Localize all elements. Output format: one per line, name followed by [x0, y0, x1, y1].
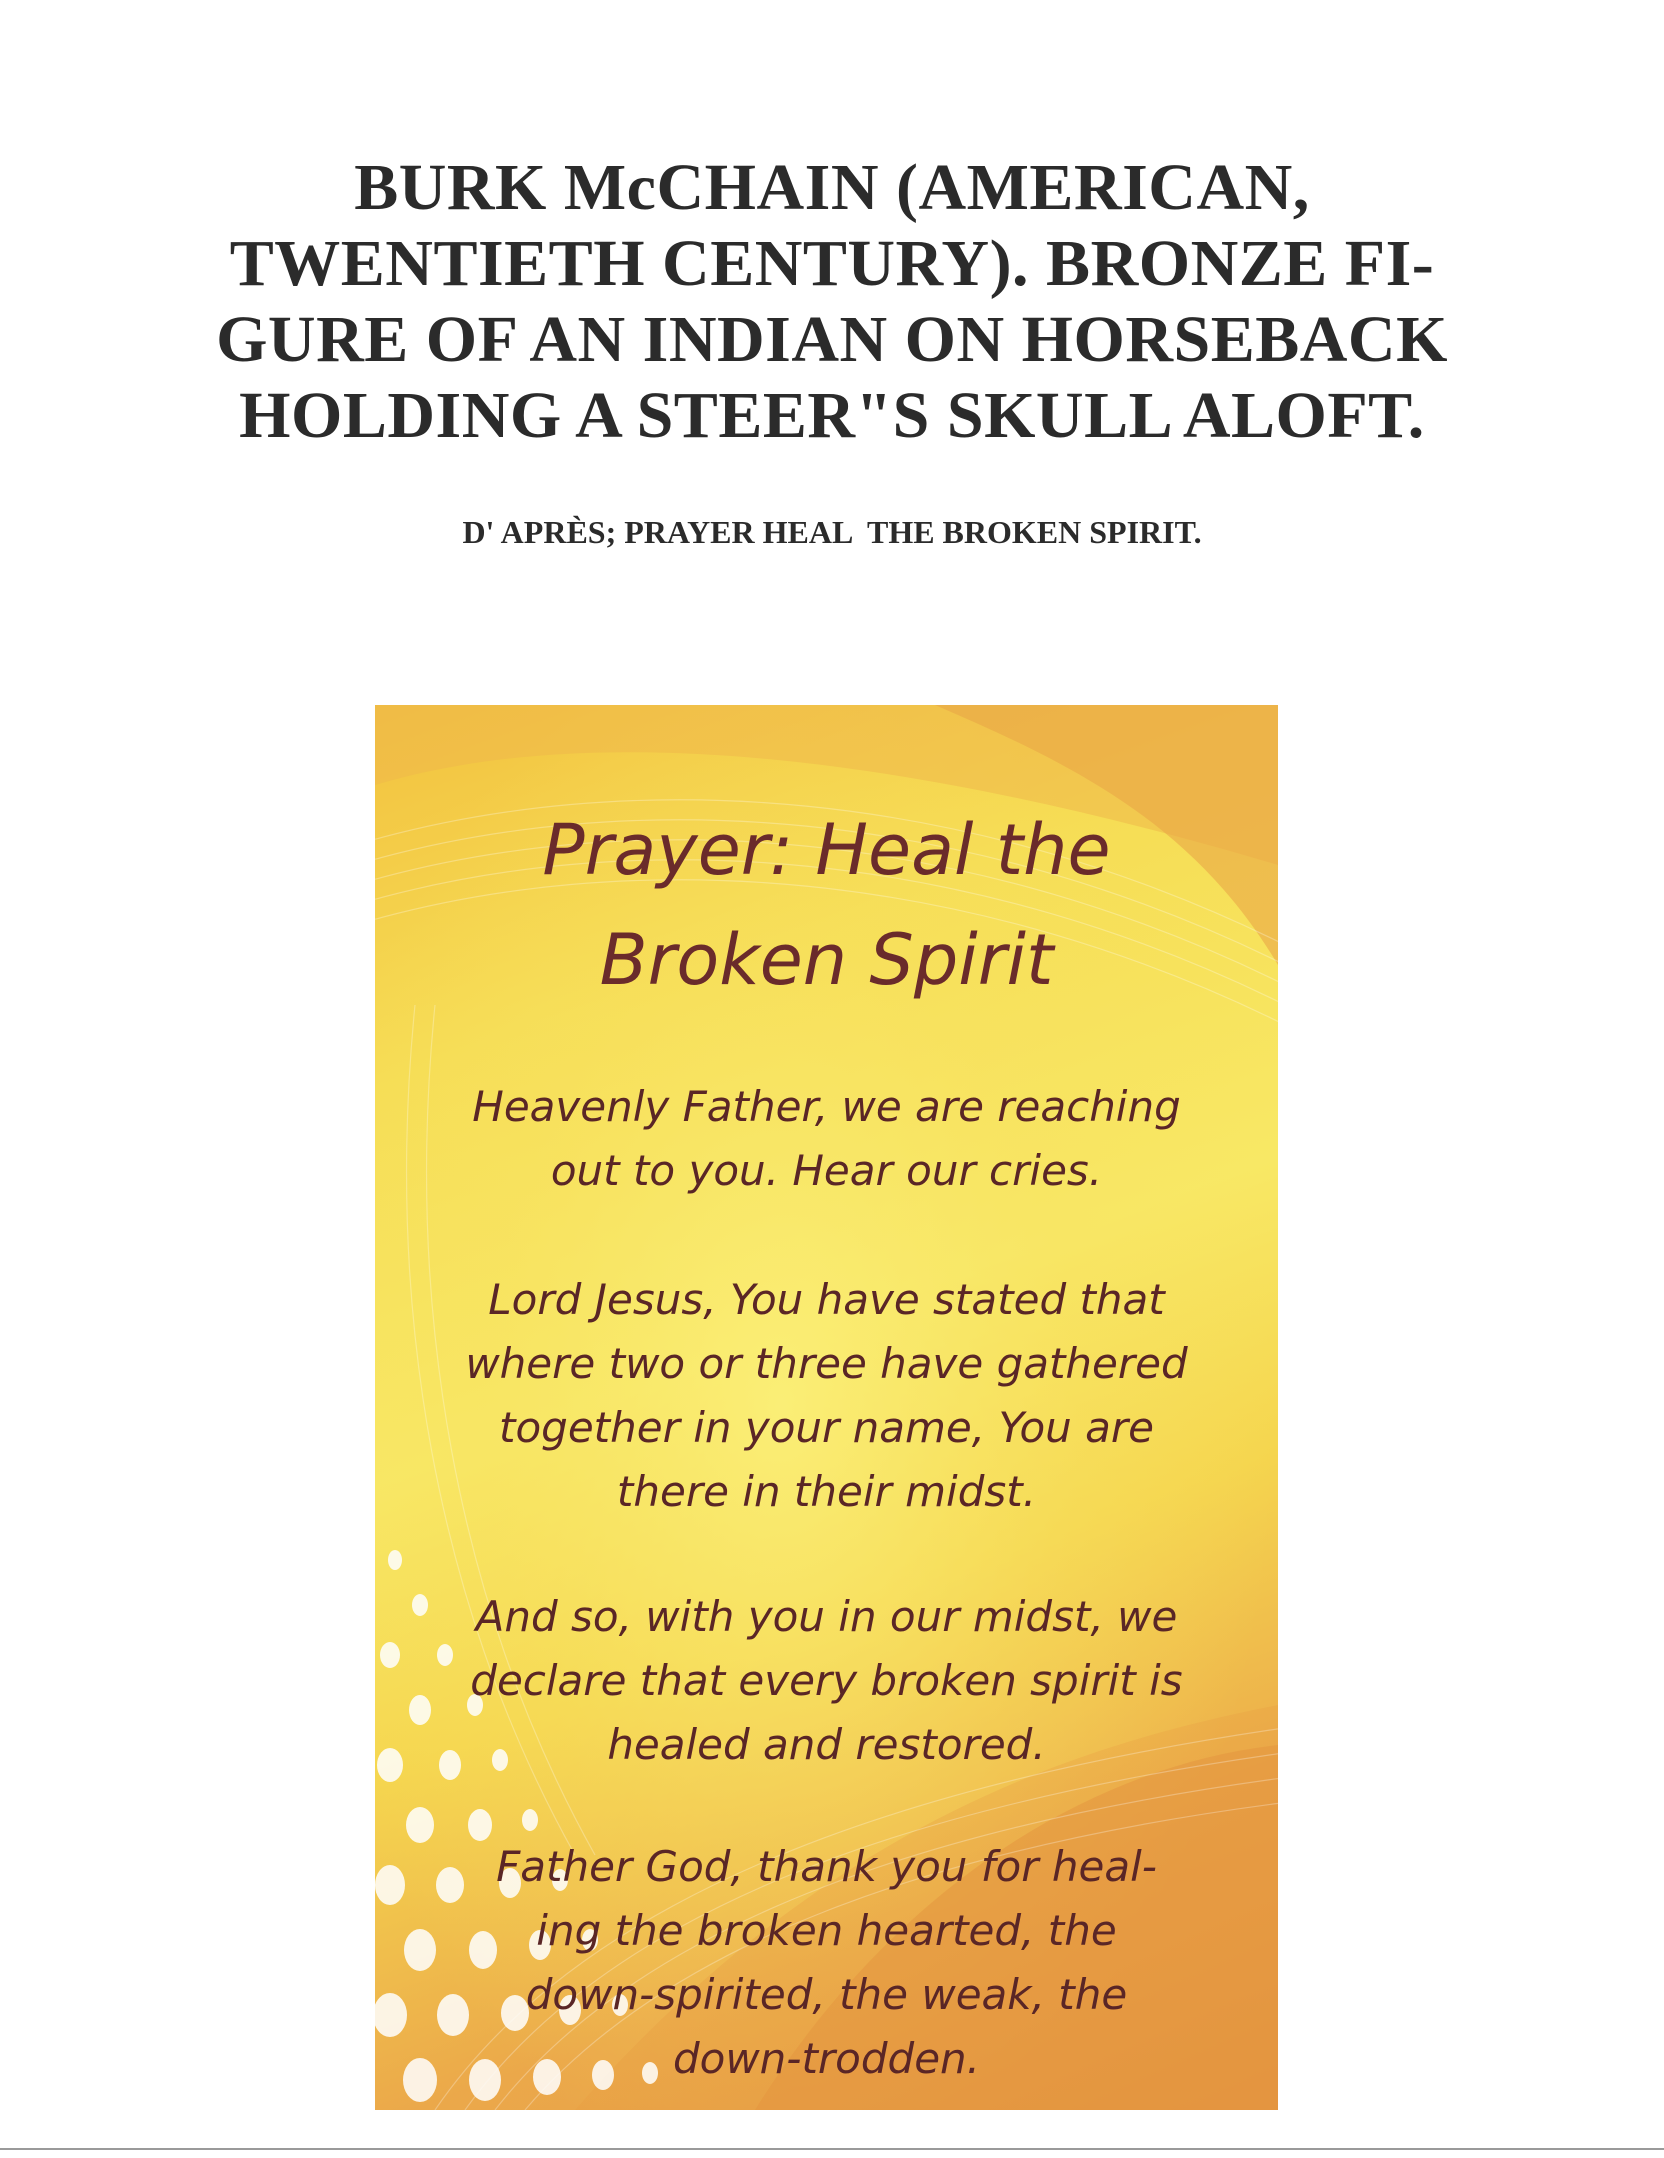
prayer-line: down-trodden. [672, 2034, 981, 2083]
heading-line: HOLDING A STEER"S SKULL ALOFT. [239, 379, 1425, 452]
prayer-paragraph [415, 1835, 1238, 2091]
prayer-card-image [375, 705, 1278, 2110]
prayer-line: declare that every broken spirit is [470, 1656, 1183, 1705]
heading-line: TWENTIETH CENTURY). BRONZE FI- [229, 227, 1435, 300]
prayer-line: And so, with you in our midst, we [475, 1592, 1178, 1641]
prayer-line: together in your name, You are [499, 1403, 1154, 1452]
card-title-line: Prayer: Heal the [542, 809, 1111, 891]
card-title-line: Broken Spirit [599, 919, 1054, 1001]
prayer-paragraph [415, 1075, 1238, 1203]
prayer-paragraph [415, 1268, 1238, 1524]
card-title [435, 795, 1218, 1015]
prayer-line: ing the broken hearted, the [536, 1906, 1117, 1955]
prayer-paragraph [415, 1585, 1238, 1777]
heading-line: GURE OF AN INDIAN ON HORSEBACK [216, 303, 1448, 376]
document-subheading: D' APRÈS; PRAYER HEAL THE BROKEN SPIRIT. [462, 514, 1202, 550]
document-heading [0, 150, 1664, 454]
heading-line: BURK McCHAIN (AMERICAN, [354, 151, 1310, 224]
prayer-line: Father God, thank you for heal- [496, 1842, 1157, 1891]
prayer-line: Heavenly Father, we are reaching [472, 1082, 1181, 1131]
prayer-line: out to you. Hear our cries. [550, 1146, 1103, 1195]
page-bottom-divider [0, 2148, 1664, 2150]
prayer-line: down-spirited, the weak, the [525, 1970, 1128, 2019]
card-text [375, 705, 1278, 2110]
prayer-line: there in their midst. [616, 1467, 1037, 1516]
prayer-line: healed and restored. [607, 1720, 1046, 1769]
prayer-line: Lord Jesus, You have stated that [488, 1275, 1165, 1324]
prayer-line: where two or three have gathered [465, 1339, 1188, 1388]
